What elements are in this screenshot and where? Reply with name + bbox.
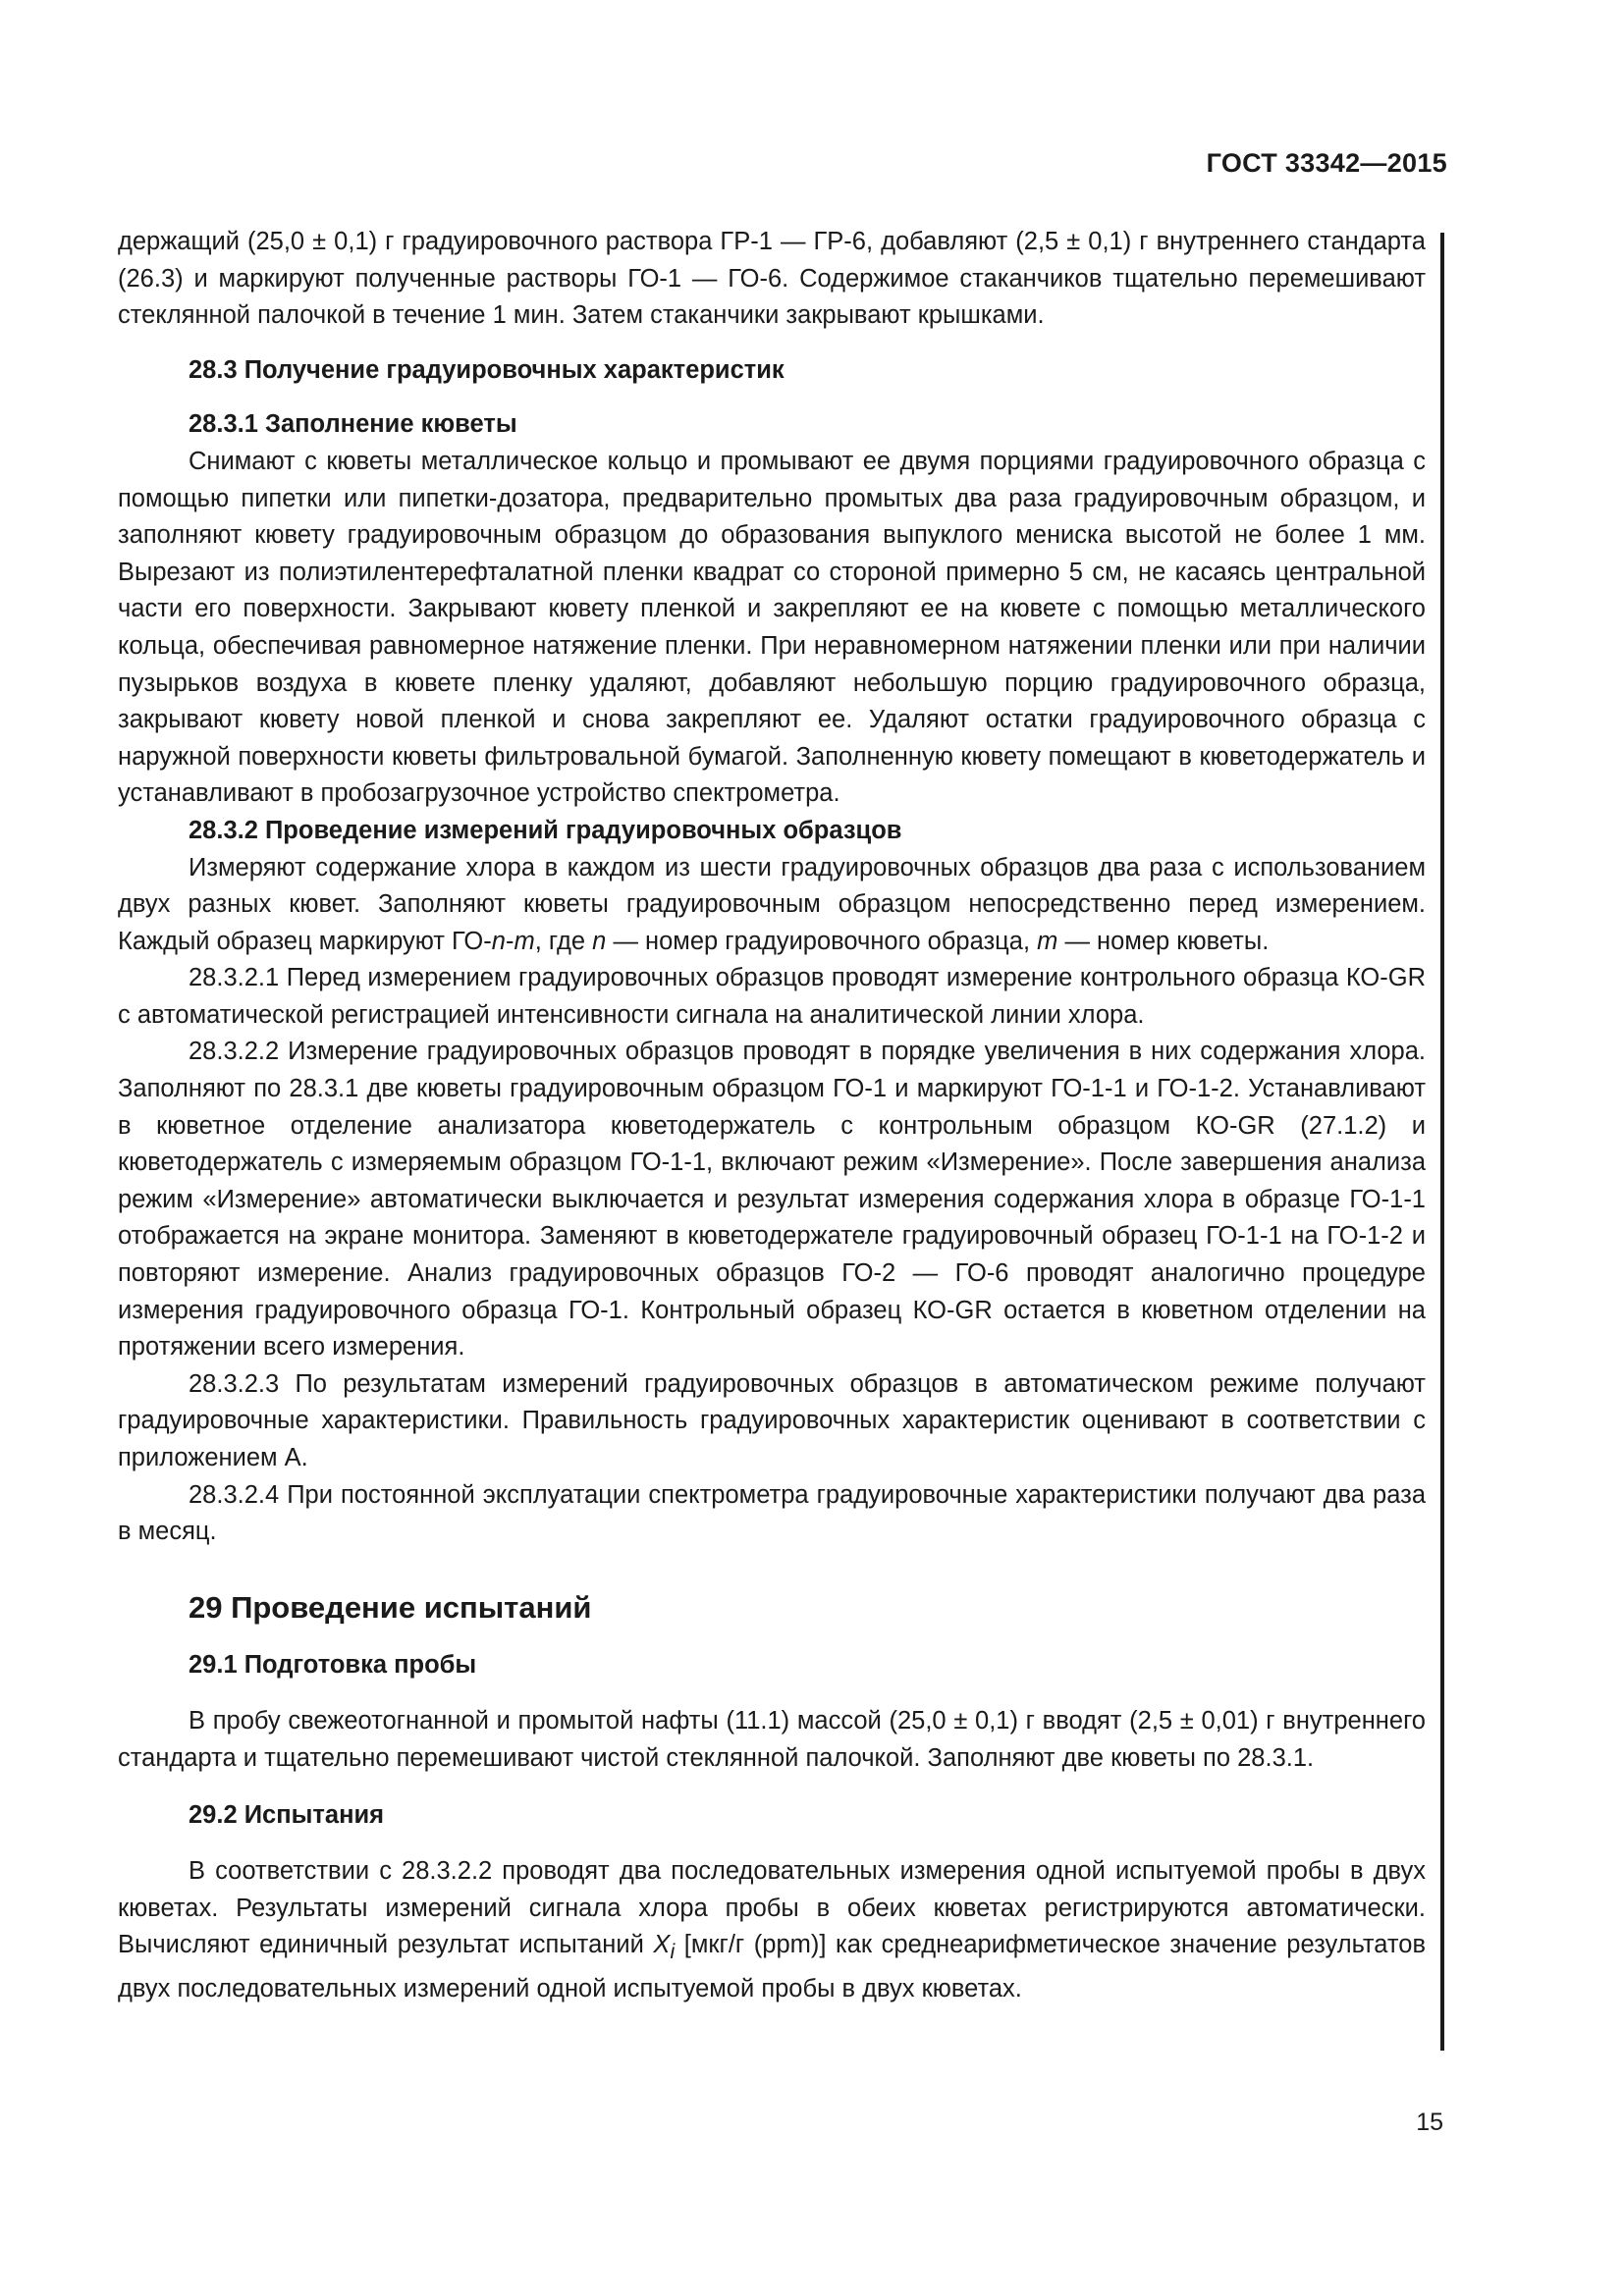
text-run: Измеряют содержание хлора в каждом из шести градуировочных образцов два раза с использованием двух разных кювет. Заполняют кюветы градуировочным образцом непосредственно перед измерением. Каждый образец маркируют ГО-: [118, 853, 1426, 955]
subscript-i: i: [670, 1940, 676, 1964]
heading-28-3-1: 28.3.1 Заполнение кюветы: [189, 410, 517, 439]
italic-m: m: [514, 927, 535, 955]
text-run: [мкг/г (ppm)] как среднеарифметическое значение результатов двух последовательных измерений одной испытуемой пробы в двух кюветах.: [118, 1931, 1426, 2003]
italic-n: n: [491, 927, 506, 955]
page-number: 15: [1416, 2109, 1443, 2136]
heading-29-1: 29.1 Подготовка пробы: [189, 1650, 477, 1679]
page-content: [118, 224, 1426, 2008]
heading-28-3: 28.3 Получение градуировочных характеристик: [189, 355, 785, 384]
paragraph-28-3-2-2: 28.3.2.2 Измерение градуировочных образцов проводят в порядке увеличения в них содержания хлора. Заполняют по 28.3.1 две кюветы градуировочным образцом ГО-1 и маркируют ГО-1-1 и ГО-1-2. Устанавливают в кюветное отделение анализатора кюветодержатель с контрольным образцом КО-GR (27.1.2) и кюветодержатель с измеряемым образцом ГО-1-1, включают режим «Измерение». После завершения анализа режим «Измерение» автоматически выключается и результат измерения содержания хлора в образце ГО-1-1 отображается на экране монитора. Заменяют в кюветодержателе градуировочный образец ГО-1-1 на ГО-1-2 и повторяют измерение. Анализ градуировочных образцов ГО-2 — ГО-6 проводят аналогично процедуре измерения градуировочного образца ГО-1. Контрольный образец КО-GR остается в кюветном отделении на протяжении всего измерения.: [118, 1038, 1426, 1362]
paragraph-28-3-2: [118, 850, 1426, 961]
paragraph-29-2: [118, 1853, 1426, 2007]
paragraph-28-3-1: Снимают с кюветы металлическое кольцо и промывают ее двумя порциями градуировочного образца с помощью пипетки или пипетки-дозатора, предварительно промытых два раза градуировочным образцом, и заполняют кювету градуировочным образцом до образования выпуклого мениска высотой не более 1 мм. Вырезают из полиэтилентерефталатной пленки квадрат со стороной примерно 5 см, не касаясь центральной части его поверхности. Закрывают кювету пленкой и закрепляют ее на кювете с помощью металлического кольца, обеспечивая равномерное натяжение пленки. При неравномерном натяжении пленки или при наличии пузырьков воздуха в кювете пленку удаляют, добавляют небольшую порцию градуировочного образца, закрывают кювету новой пленкой и снова закрепляют ее. Удаляют остатки градуировочного образца с наружной поверхности кюветы фильтровальной бумагой. Заполненную кювету помещают в кюветодержатель и устанавливают в пробозагрузочное устройство спектрометра.: [118, 447, 1426, 808]
italic-m: m: [1037, 927, 1058, 955]
change-bar: [1440, 233, 1444, 2051]
paragraph-28-3-2-1: 28.3.2.1 Перед измерением градуировочных образцов проводят измерение контрольного образца КО-GR с автоматической регистрацией интенсивности сигнала на аналитической линии хлора.: [118, 964, 1426, 1029]
heading-28-3-2: 28.3.2 Проведение измерений градуировочных образцов: [189, 816, 902, 844]
italic-x: X: [653, 1931, 671, 1959]
italic-n: n: [592, 927, 607, 955]
paragraph-continuation: держащий (25,0 ± 0,1) г градуировочного раствора ГР-1 — ГР-6, добавляют (2,5 ± 0,1) г внутреннего стандарта (26.3) и маркируют полученные растворы ГО-1 — ГО-6. Содержимое стаканчиков тщательно перемешивают стеклянной палочкой в течение 1 мин. Затем стаканчики закрывают крышками.: [118, 228, 1426, 330]
text-run: -: [505, 927, 514, 955]
standard-number: ГОСТ 33342—2015: [1206, 148, 1447, 178]
paragraph-28-3-2-4: 28.3.2.4 При постоянной эксплуатации спектрометра градуировочные характеристики получают два раза в месяц.: [118, 1480, 1426, 1546]
heading-section-29: 29 Проведение испытаний: [189, 1589, 592, 1625]
paragraph-28-3-2-3: 28.3.2.3 По результатам измерений градуировочных образцов в автоматическом режиме получают градуировочные характеристики. Правильность градуировочных характеристик оценивают в соответствии с приложением А.: [118, 1369, 1426, 1471]
text-run: — номер кюветы.: [1057, 927, 1270, 955]
text-run: — номер градуировочного образца,: [606, 927, 1038, 955]
paragraph-29-1: В пробу свежеотогнанной и промытой нафты (11.1) массой (25,0 ± 0,1) г вводят (2,5 ± 0,01) г внутреннего стандарта и тщательно перемешивают чистой стеклянной палочкой. Заполняют две кюветы по 28.3.1.: [118, 1707, 1426, 1772]
heading-29-2: 29.2 Испытания: [189, 1800, 385, 1829]
text-run: , где: [534, 927, 593, 955]
text-run: В соответствии с 28.3.2.2 проводят два последовательных измерения одной испытуемой пробы в двух кюветах. Результаты измерений сигнала хлора пробы в обеих кюветах регистрируются автоматически. Вычисляют единичный результат испытаний: [118, 1857, 1426, 1959]
